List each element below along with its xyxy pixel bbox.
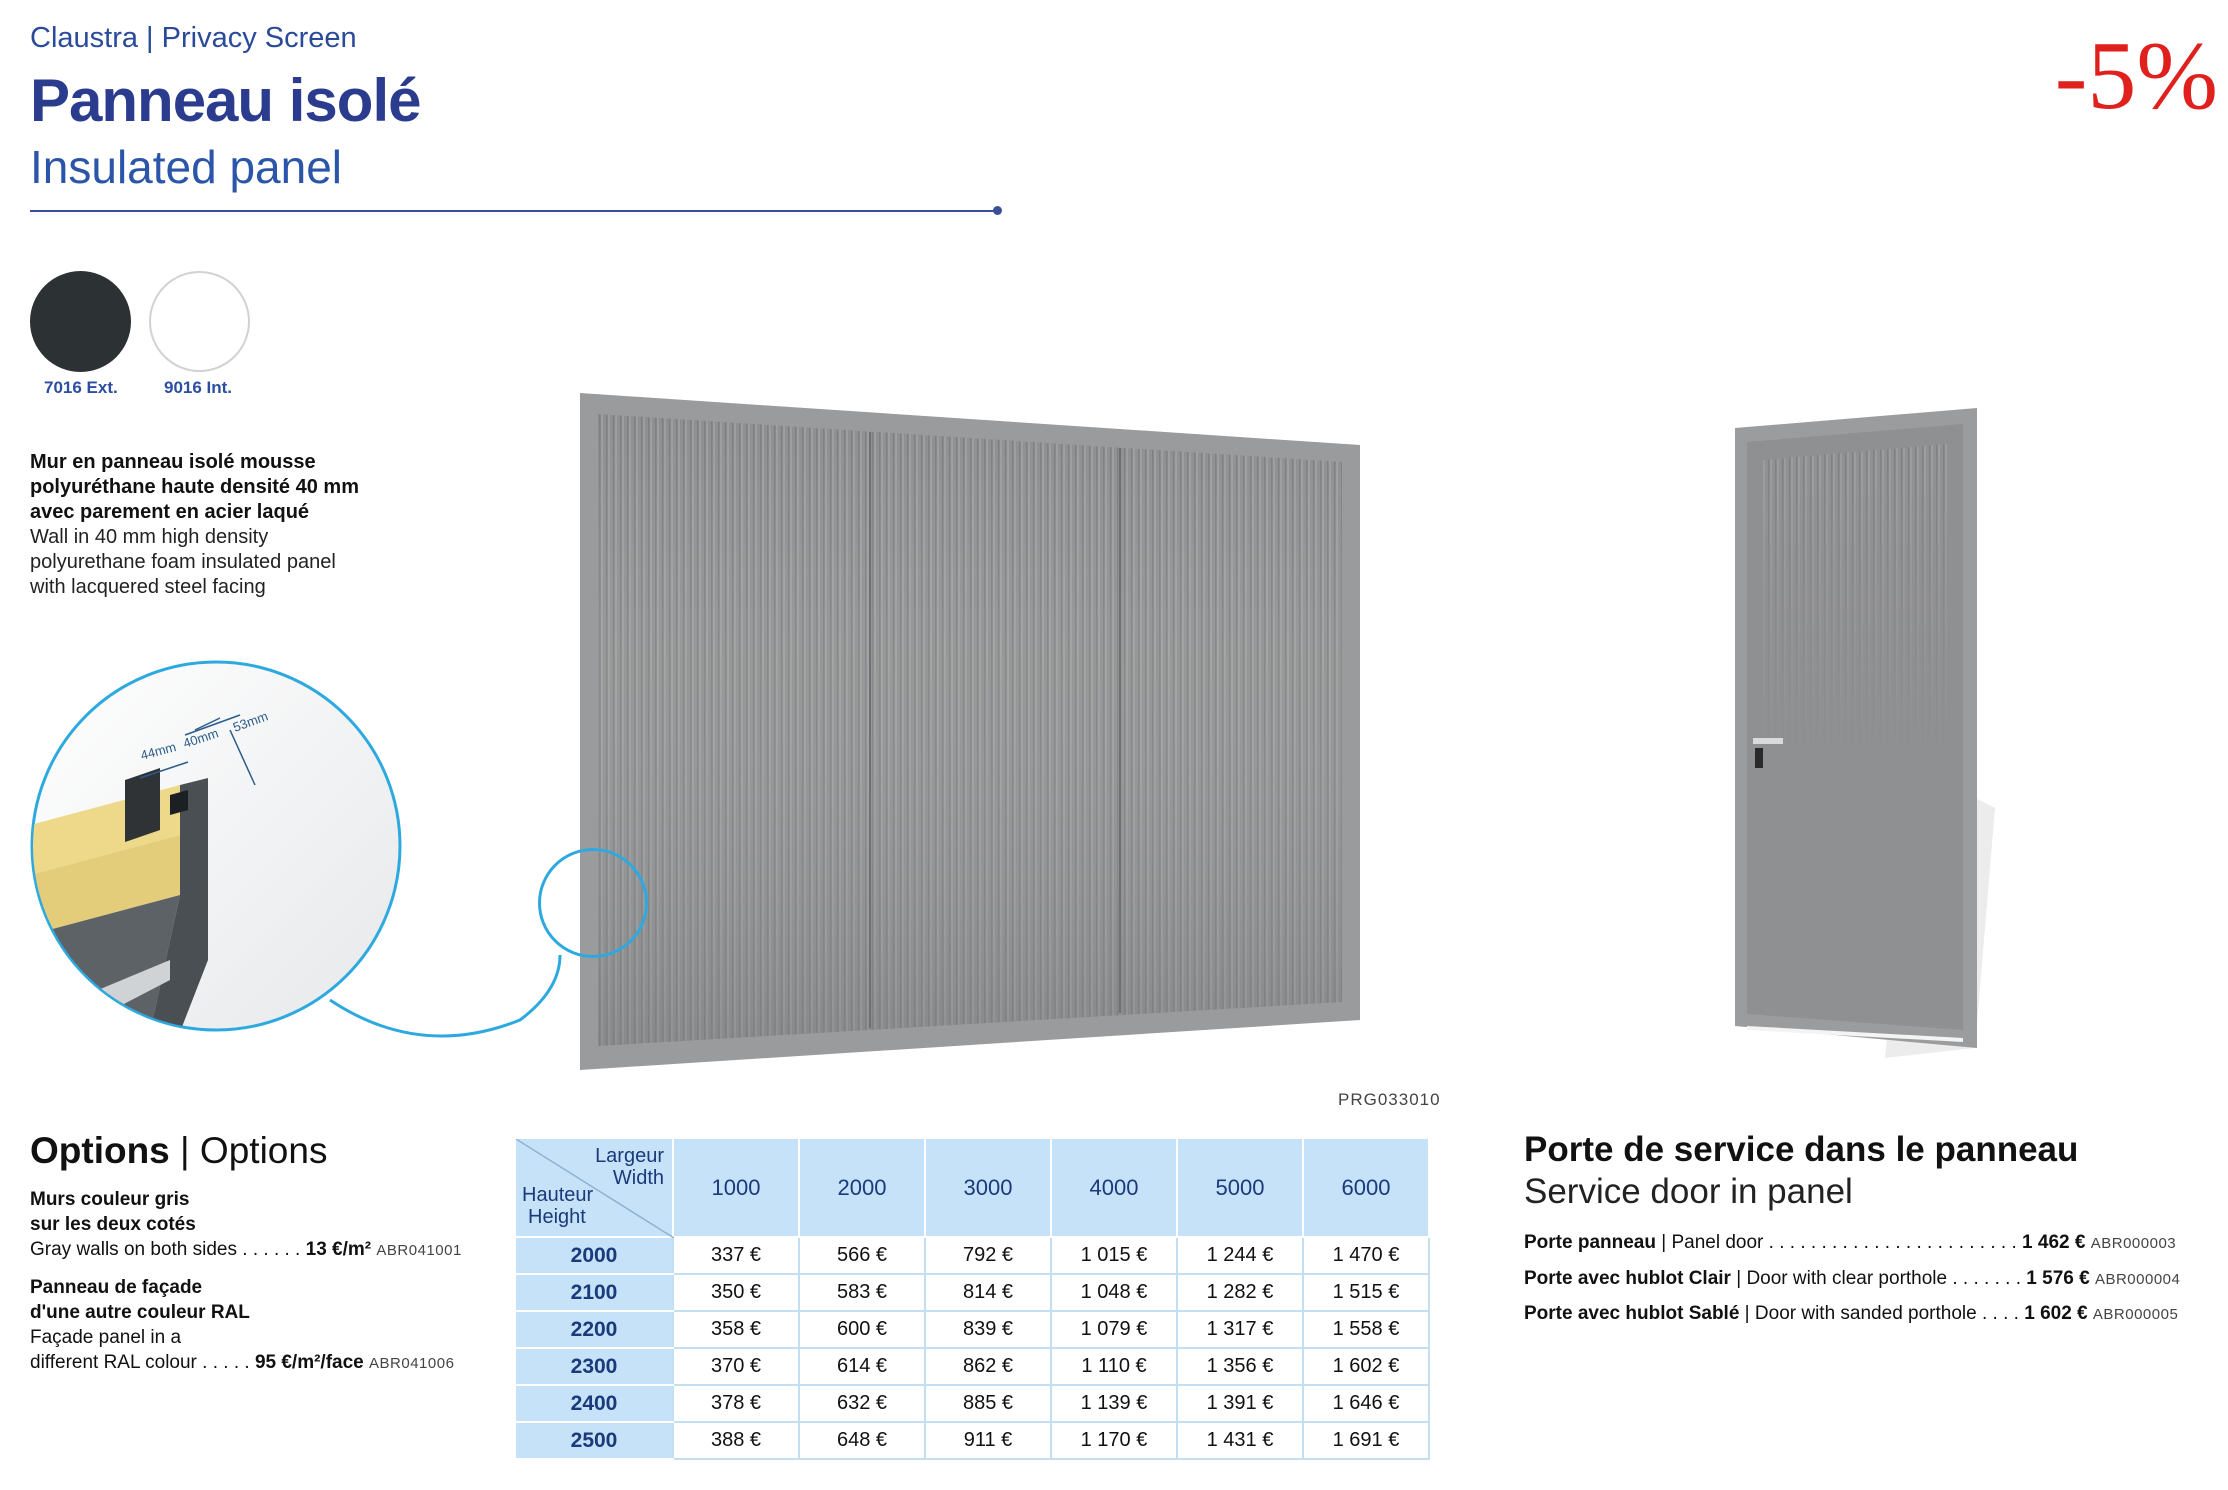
option-ref: ABR041006 xyxy=(369,1355,455,1372)
service-door-price: 1 462 € xyxy=(2022,1232,2086,1253)
price-cell: 862 € xyxy=(925,1348,1051,1385)
width-header: 5000 xyxy=(1177,1138,1303,1237)
panel-section-detail xyxy=(30,660,402,1032)
price-cell: 350 € xyxy=(673,1274,799,1311)
product-description xyxy=(30,450,410,600)
width-label-en: Width xyxy=(612,1167,664,1189)
discount-badge: -5% xyxy=(2054,22,2218,130)
service-door-ref: ABR000003 xyxy=(2090,1235,2177,1252)
options-heading: Options | Options xyxy=(30,1130,328,1171)
service-door-ref: ABR000005 xyxy=(2092,1306,2179,1323)
table-corner-header xyxy=(515,1138,673,1237)
price-cell: 370 € xyxy=(673,1348,799,1385)
service-door-image xyxy=(1735,408,1995,1058)
price-table xyxy=(514,1137,1430,1460)
service-door-item: Porte avec hublot Clair | Door with clear porthole . . . . . . . 1 576 € ABR000004 xyxy=(1524,1268,2181,1289)
price-cell: 1 470 € xyxy=(1303,1237,1429,1274)
price-cell: 911 € xyxy=(925,1422,1051,1459)
table-row xyxy=(515,1274,1429,1311)
service-door-item: Porte panneau | Panel door . . . . . . . . . . . . . . . . . . . . . . . . 1 462 € ABR000003 xyxy=(1524,1232,2177,1253)
price-cell: 1 602 € xyxy=(1303,1348,1429,1385)
price-cell: 1 558 € xyxy=(1303,1311,1429,1348)
option-ref: ABR041001 xyxy=(376,1242,462,1259)
option-gray-walls: Murs couleur gris sur les deux cotés Gray walls on both sides . . . . . . 13 €/m² ABR041001 xyxy=(30,1189,462,1260)
price-cell: 1 691 € xyxy=(1303,1422,1429,1459)
service-door-item: Porte avec hublot Sablé | Door with sanded porthole . . . . 1 602 € ABR000005 xyxy=(1524,1303,2179,1324)
table-row xyxy=(515,1385,1429,1422)
service-door-ref: ABR000004 xyxy=(2094,1271,2181,1288)
height-label-fr: Hauteur xyxy=(522,1184,594,1206)
price-cell: 1 079 € xyxy=(1051,1311,1177,1348)
price-cell: 792 € xyxy=(925,1237,1051,1274)
price-cell: 1 356 € xyxy=(1177,1348,1303,1385)
height-cell: 2300 xyxy=(515,1348,673,1385)
price-cell: 648 € xyxy=(799,1422,925,1459)
price-cell: 1 048 € xyxy=(1051,1274,1177,1311)
price-cell: 1 391 € xyxy=(1177,1385,1303,1422)
price-cell: 1 317 € xyxy=(1177,1311,1303,1348)
description-en-line: with lacquered steel facing xyxy=(30,576,266,598)
service-door-price: 1 576 € xyxy=(2026,1268,2090,1289)
price-cell: 388 € xyxy=(673,1422,799,1459)
dim-label-40mm: 40mm xyxy=(181,725,221,751)
price-cell: 358 € xyxy=(673,1311,799,1348)
description-fr-line: polyuréthane haute densité 40 mm xyxy=(30,476,359,498)
price-cell: 1 282 € xyxy=(1177,1274,1303,1311)
width-header: 3000 xyxy=(925,1138,1051,1237)
price-cell: 583 € xyxy=(799,1274,925,1311)
service-door-price: 1 602 € xyxy=(2024,1303,2088,1324)
price-cell: 632 € xyxy=(799,1385,925,1422)
option-price: 95 €/m²/face xyxy=(254,1352,364,1373)
swatch-label-9016: 9016 Int. xyxy=(164,378,233,397)
price-cell: 1 431 € xyxy=(1177,1422,1303,1459)
height-cell: 2200 xyxy=(515,1311,673,1348)
height-cell: 2100 xyxy=(515,1274,673,1311)
swatch-label-7016: 7016 Ext. xyxy=(44,378,118,397)
page-subtitle: Insulated panel xyxy=(30,141,343,193)
price-cell: 614 € xyxy=(799,1348,925,1385)
detail-zoom-marker xyxy=(538,848,648,958)
option-price: 13 €/m² xyxy=(305,1239,372,1260)
price-cell: 600 € xyxy=(799,1311,925,1348)
option-ral-facade: Panneau de façade d'une autre couleur RAL Façade panel in a different RAL colour . . . . . 95 €/m²/face ABR041006 xyxy=(30,1277,455,1373)
price-cell: 1 244 € xyxy=(1177,1237,1303,1274)
height-label-en: Height xyxy=(528,1206,586,1228)
color-swatch-7016[interactable] xyxy=(30,271,131,372)
header-divider-dot xyxy=(993,206,1002,215)
table-row xyxy=(515,1311,1429,1348)
price-cell: 814 € xyxy=(925,1274,1051,1311)
price-cell: 566 € xyxy=(799,1237,925,1274)
description-en-line: polyurethane foam insulated panel xyxy=(30,551,336,573)
insulated-panel-image xyxy=(580,390,1360,1070)
color-swatch-9016[interactable] xyxy=(149,271,250,372)
height-cell: 2000 xyxy=(515,1237,673,1274)
width-header: 4000 xyxy=(1051,1138,1177,1237)
height-cell: 2400 xyxy=(515,1385,673,1422)
height-cell: 2500 xyxy=(515,1422,673,1459)
width-label-fr: Largeur xyxy=(595,1145,664,1167)
table-row xyxy=(515,1348,1429,1385)
header-divider xyxy=(30,210,996,212)
description-fr-line: avec parement en acier laqué xyxy=(30,501,310,523)
price-cell: 839 € xyxy=(925,1311,1051,1348)
price-cell: 378 € xyxy=(673,1385,799,1422)
breadcrumb: Claustra | Privacy Screen xyxy=(30,22,357,54)
service-door-subheading: Service door in panel xyxy=(1524,1172,1853,1211)
width-header: 2000 xyxy=(799,1138,925,1237)
price-cell: 885 € xyxy=(925,1385,1051,1422)
width-header: 1000 xyxy=(673,1138,799,1237)
price-cell: 337 € xyxy=(673,1237,799,1274)
description-fr-line: Mur en panneau isolé mousse xyxy=(30,451,316,473)
price-cell: 1 646 € xyxy=(1303,1385,1429,1422)
page-title: Panneau isolé xyxy=(30,67,421,134)
width-header: 6000 xyxy=(1303,1138,1429,1237)
product-code: PRG033010 xyxy=(1338,1090,1441,1109)
price-cell: 1 139 € xyxy=(1051,1385,1177,1422)
price-cell: 1 170 € xyxy=(1051,1422,1177,1459)
table-row xyxy=(515,1237,1429,1274)
price-cell: 1 515 € xyxy=(1303,1274,1429,1311)
price-cell: 1 015 € xyxy=(1051,1237,1177,1274)
table-row xyxy=(515,1422,1429,1459)
price-table-header xyxy=(515,1138,1429,1237)
dim-label-53mm: 53mm xyxy=(230,708,270,735)
dim-label-44mm: 44mm xyxy=(138,739,178,763)
price-cell: 1 110 € xyxy=(1051,1348,1177,1385)
service-door-heading: Porte de service dans le panneau xyxy=(1524,1130,2079,1169)
description-en-line: Wall in 40 mm high density xyxy=(30,526,269,548)
